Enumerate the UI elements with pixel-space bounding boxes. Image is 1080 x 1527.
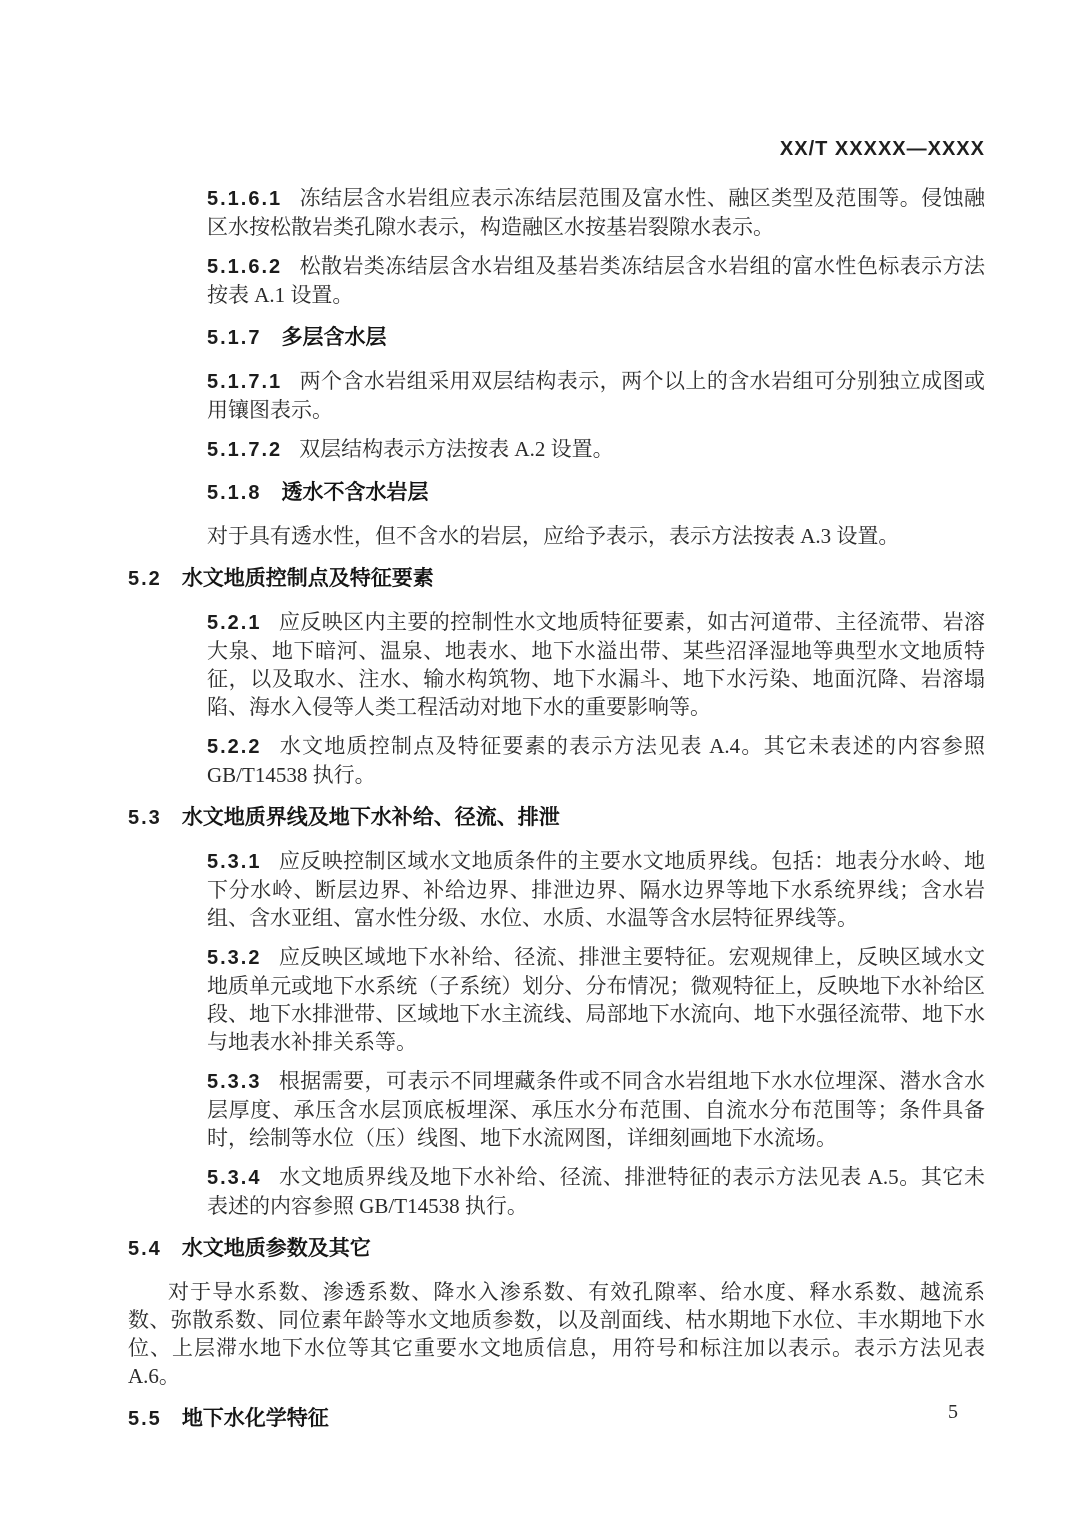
- heading-number: 5.5: [128, 1408, 162, 1430]
- clause-5-3-1: [128, 847, 985, 932]
- heading-title: 水文地质控制点及特征要素: [181, 567, 434, 590]
- heading-number: 5.3: [128, 807, 162, 829]
- clause-5-2-2: [128, 732, 985, 789]
- heading-title: 透水不含水岩层: [281, 481, 429, 504]
- clause-number: 5.1.6.2: [207, 256, 283, 278]
- heading-number: 5.1.7: [207, 327, 262, 349]
- page-number: 5: [948, 1401, 958, 1423]
- clause-number: 5.1.7.2: [207, 439, 283, 461]
- heading-number: 5.4: [128, 1238, 162, 1260]
- clause-text: 冻结层含水岩组应表示冻结层范围及富水性、融区类型及范围等。侵蚀融区水按松散岩类孔隙水表示，构造融区水按基岩裂隙水表示。: [207, 186, 985, 239]
- clause-text: 水文地质控制点及特征要素的表示方法见表 A.4。其它未表述的内容参照 GB/T14538 执行。: [207, 734, 985, 787]
- clause-number: 5.2.2: [207, 736, 262, 758]
- clause-5-2-1: [128, 608, 985, 721]
- clause-text: 两个含水岩组采用双层结构表示，两个以上的含水岩组可分别独立成图或用镶图表示。: [207, 369, 985, 422]
- heading-5-1-8: [128, 479, 985, 507]
- clause-number: 5.2.1: [207, 612, 262, 634]
- page-content: [128, 138, 985, 1448]
- heading-5-2: [128, 565, 985, 593]
- clause-5-1-7-2: [128, 435, 985, 464]
- paragraph-5-1-8-body: 对于具有透水性，但不含水的岩层，应给予表示，表示方法按表 A.3 设置。: [207, 524, 900, 548]
- clause-number: 5.3.1: [207, 851, 262, 873]
- heading-5-4: [128, 1235, 985, 1263]
- clause-text: 应反映区内主要的控制性水文地质特征要素，如古河道带、主径流带、岩溶大泉、地下暗河、温泉、地表水、地下水溢出带、某些沼泽湿地等典型水文地质特征，以及取水、注水、输水构筑物、地下水漏斗、地下水污染、地面沉降、岩溶塌陷、海水入侵等人类工程活动对地下水的重要影响等。: [207, 610, 985, 719]
- clause-5-1-6-2: [128, 252, 985, 309]
- heading-title: 多层含水层: [281, 326, 387, 349]
- clause-number: 5.1.6.1: [207, 188, 283, 210]
- clause-text: 根据需要，可表示不同埋藏条件或不同含水岩组地下水水位埋深、潜水含水层厚度、承压含水层顶底板埋深、承压水分布范围、自流水分布范围等；条件具备时，绘制等水位（压）线图、地下水流网图，详细刻画地下水流场。: [207, 1069, 985, 1150]
- clause-number: 5.3.4: [207, 1167, 262, 1189]
- clause-text: 应反映区域地下水补给、径流、排泄主要特征。宏观规律上，反映区域水文地质单元或地下水系统（子系统）划分、分布情况；微观特征上，反映地下水补给区段、地下水排泄带、区域地下水主流线、局部地下水流向、地下水强径流带、地下水与地表水补排关系等。: [207, 945, 985, 1054]
- heading-5-5: [128, 1405, 985, 1433]
- doc-code-header: XX/T XXXXX—XXXX: [779, 138, 985, 160]
- clause-number: 5.3.2: [207, 947, 262, 969]
- clause-text: 松散岩类冻结层含水岩组及基岩类冻结层含水岩组的富水性色标表示方法按表 A.1 设置。: [207, 254, 985, 307]
- clause-text: 水文地质界线及地下水补给、径流、排泄特征的表示方法见表 A.5。其它未表述的内容参照 GB/T14538 执行。: [207, 1165, 985, 1218]
- clause-text: 应反映控制区域水文地质条件的主要水文地质界线。包括：地表分水岭、地下分水岭、断层边界、补给边界、排泄边界、隔水边界等地下水系统界线；含水岩组、含水亚组、富水性分级、水位、水质、水温等含水层特征界线等。: [207, 849, 985, 930]
- heading-5-3: [128, 804, 985, 832]
- heading-title: 水文地质参数及其它: [181, 1237, 371, 1260]
- clause-5-1-6-1: [128, 184, 985, 241]
- heading-number: 5.2: [128, 568, 162, 590]
- heading-5-1-7: [128, 324, 985, 352]
- paragraph-5-4-body: 对于导水系数、渗透系数、降水入渗系数、有效孔隙率、给水度、释水系数、越流系数、弥散系数、同位素年龄等水文地质参数，以及剖面线、枯水期地下水位、丰水期地下水位、上层滞水地下水位等其它重要水文地质信息，用符号和标注加以表示。表示方法见表A.6。: [128, 1280, 985, 1388]
- heading-title: 水文地质界线及地下水补给、径流、排泄: [181, 806, 560, 829]
- clause-5-3-4: [128, 1163, 985, 1220]
- clause-text: 双层结构表示方法按表 A.2 设置。: [299, 437, 614, 461]
- clause-number: 5.3.3: [207, 1071, 262, 1093]
- heading-title: 地下水化学特征: [181, 1407, 329, 1430]
- clause-5-1-7-1: [128, 367, 985, 424]
- clause-5-3-2: [128, 943, 985, 1056]
- clause-5-3-3: [128, 1067, 985, 1152]
- heading-number: 5.1.8: [207, 482, 262, 504]
- clause-number: 5.1.7.1: [207, 371, 283, 393]
